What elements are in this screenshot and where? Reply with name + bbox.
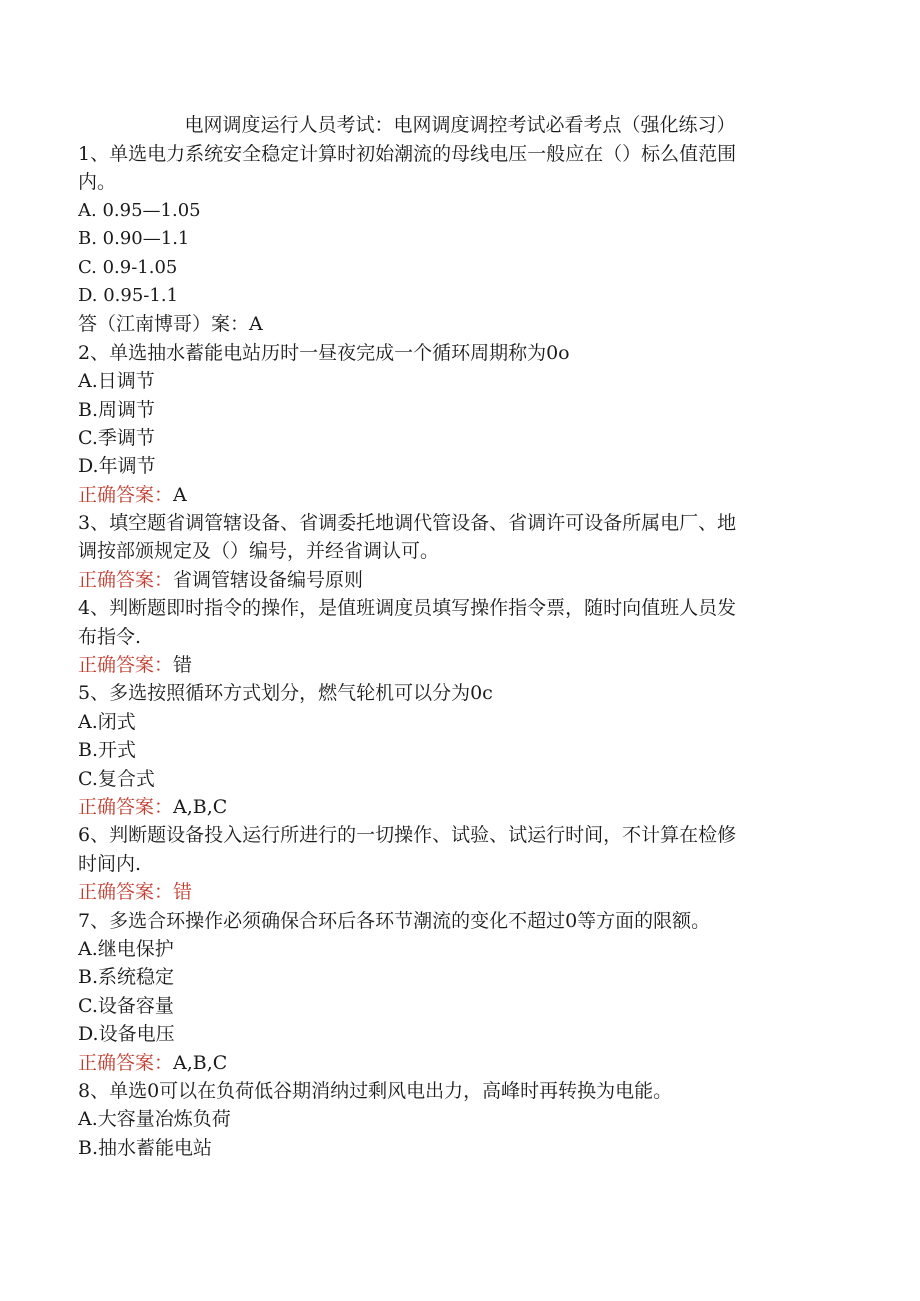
question-3-answer — [78, 566, 830, 594]
question-6-text-cont: 时间内. — [78, 852, 142, 875]
question-7-option-c: C.设备容量 — [78, 994, 174, 1017]
question-5-option-a: A.闭式 — [78, 710, 136, 733]
question-4-text: 4、判断题即时指令的操作，是值班调度员填写操作指令票，随时向值班人员发 — [78, 597, 737, 620]
question-1-option-a: A. 0.95—1.05 — [78, 199, 201, 221]
question-7-option-a: A.继电保护 — [78, 937, 174, 960]
document-title: 电网调度运行人员考试：电网调度调控考试必看考点（强化练习） — [184, 114, 736, 136]
question-5-text: 5、多选按照循环方式划分，燃气轮机可以分为0c — [78, 682, 493, 705]
question-8-option-a: A.大容量冶炼负荷 — [78, 1108, 231, 1131]
answer-label: 正确答案： — [78, 654, 174, 677]
question-1-option-b: B. 0.90—1.1 — [78, 228, 190, 250]
question-7-option-b: B.系统稳定 — [78, 966, 175, 989]
answer-value: A,B,C — [173, 1051, 228, 1074]
question-2-option-a: A.日调节 — [78, 370, 155, 393]
question-5-answer — [78, 793, 830, 821]
question-1-text-cont: 内。 — [78, 171, 117, 194]
question-8-option-b: B.抽水蓄能电站 — [78, 1136, 213, 1159]
question-1-text: 1、单选电力系统安全稳定计算时初始潮流的母线电压一般应在（）标么值范围 — [78, 143, 737, 165]
question-3-text: 3、填空题省调管辖设备、省调委托地调代管设备、省调许可设备所属电厂、地 — [78, 512, 737, 535]
answer-label: 正确答案： — [78, 568, 174, 591]
question-2-option-d: D.年调节 — [78, 455, 156, 478]
answer-value: A — [173, 483, 187, 506]
question-2-answer — [78, 481, 830, 509]
question-3-text-cont: 调按部颁规定及（）编号，并经省调认可。 — [78, 540, 440, 563]
answer-value: 错 — [173, 881, 193, 904]
question-7-answer — [78, 1049, 830, 1077]
answer-label: 正确答案： — [78, 881, 174, 904]
answer-value: 错 — [173, 654, 193, 677]
question-2-option-b: B.周调节 — [78, 398, 156, 421]
question-5-option-c: C.复合式 — [78, 767, 155, 790]
question-7-text: 7、多选合环操作必须确保合环后各环节潮流的变化不超过0等方面的限额。 — [78, 909, 711, 932]
question-6-answer — [78, 878, 830, 906]
question-5-option-b: B.开式 — [78, 739, 137, 762]
question-2-text: 2、单选抽水蓄能电站历时一昼夜完成一个循环周期称为0o — [78, 341, 570, 364]
answer-label: 正确答案： — [78, 483, 174, 506]
question-6-text: 6、判断题设备投入运行所进行的一切操作、试验、试运行时间，不计算在检修 — [78, 824, 737, 847]
question-list — [78, 140, 830, 1162]
question-4-answer — [78, 651, 830, 679]
question-7-option-d: D.设备电压 — [78, 1023, 175, 1046]
answer-value: A,B,C — [173, 795, 228, 818]
question-8-text: 8、单选0可以在负荷低谷期消纳过剩风电出力，高峰时再转换为电能。 — [78, 1079, 673, 1102]
question-4-text-cont: 布指令. — [78, 625, 142, 648]
question-2-option-c: C.季调节 — [78, 426, 155, 449]
question-1-option-d: D. 0.95-1.1 — [78, 284, 179, 306]
question-1-answer: 答（江南博哥）案：A — [78, 313, 263, 336]
question-1-option-c: C. 0.9-1.05 — [78, 256, 178, 278]
answer-label: 正确答案： — [78, 1051, 174, 1074]
answer-label: 正确答案： — [78, 795, 174, 818]
answer-value: 省调管辖设备编号原则 — [173, 568, 364, 591]
